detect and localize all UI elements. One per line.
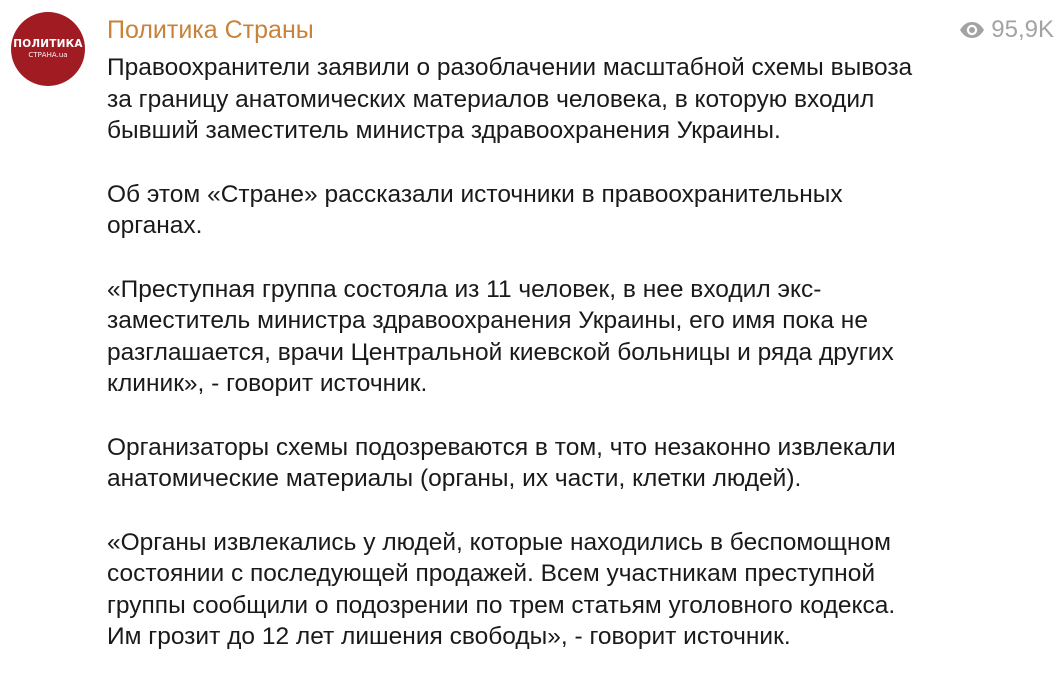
- eye-icon: [959, 21, 985, 39]
- text-line: заместитель министра здравоохранения Украины, его имя пока не: [107, 307, 868, 334]
- avatar-logo-text: ПОЛИТИКА: [13, 38, 83, 50]
- text-line: Им грозит до 12 лет лишения свободы», - говорит источник.: [107, 623, 791, 650]
- text-line: состоянии с последующей продажей. Всем участникам преступной: [107, 560, 876, 587]
- text-line: группы сообщили о подозрении по трем статьям уголовного кодекса.: [107, 591, 896, 619]
- text-line: Правоохранители заявили о разоблачении масштабной схемы вывоза: [107, 54, 913, 81]
- text-line: за границу анатомических материалов человека, в которую входил: [107, 85, 875, 113]
- message-paragraph: [107, 274, 1057, 400]
- avatar-logo-subtext: СТРАНА.ua: [28, 51, 68, 59]
- text-line: Об этом «Стране» рассказали источники в правоохранительных: [107, 180, 843, 208]
- text-line: клиник», - говорит источник.: [107, 370, 428, 397]
- message-paragraph: [107, 179, 1057, 242]
- message-text: [107, 52, 1057, 685]
- text-line: «Органы извлекались у людей, которые находились в беспомощном: [107, 528, 891, 556]
- text-line: «Преступная группа состояла из 11 человек, в нее входил экс-: [107, 275, 822, 303]
- text-line: органах.: [107, 212, 203, 239]
- text-line: бывший заместитель министра здравоохранения Украины.: [107, 117, 781, 144]
- message-paragraph: [107, 432, 1057, 495]
- text-line: Организаторы схемы подозреваются в том, что незаконно извлекали: [107, 433, 896, 461]
- message-paragraph: [107, 527, 1057, 653]
- message-paragraph: [107, 52, 1057, 147]
- channel-name[interactable]: Политика Страны: [107, 16, 314, 44]
- channel-avatar[interactable]: [11, 12, 85, 86]
- view-count: 95,9K: [991, 16, 1054, 43]
- text-line: анатомические материалы (органы, их части, клетки людей).: [107, 465, 802, 492]
- text-line: разглашается, врачи Центральной киевской больницы и ряда других: [107, 338, 894, 366]
- view-counter: [959, 16, 1054, 44]
